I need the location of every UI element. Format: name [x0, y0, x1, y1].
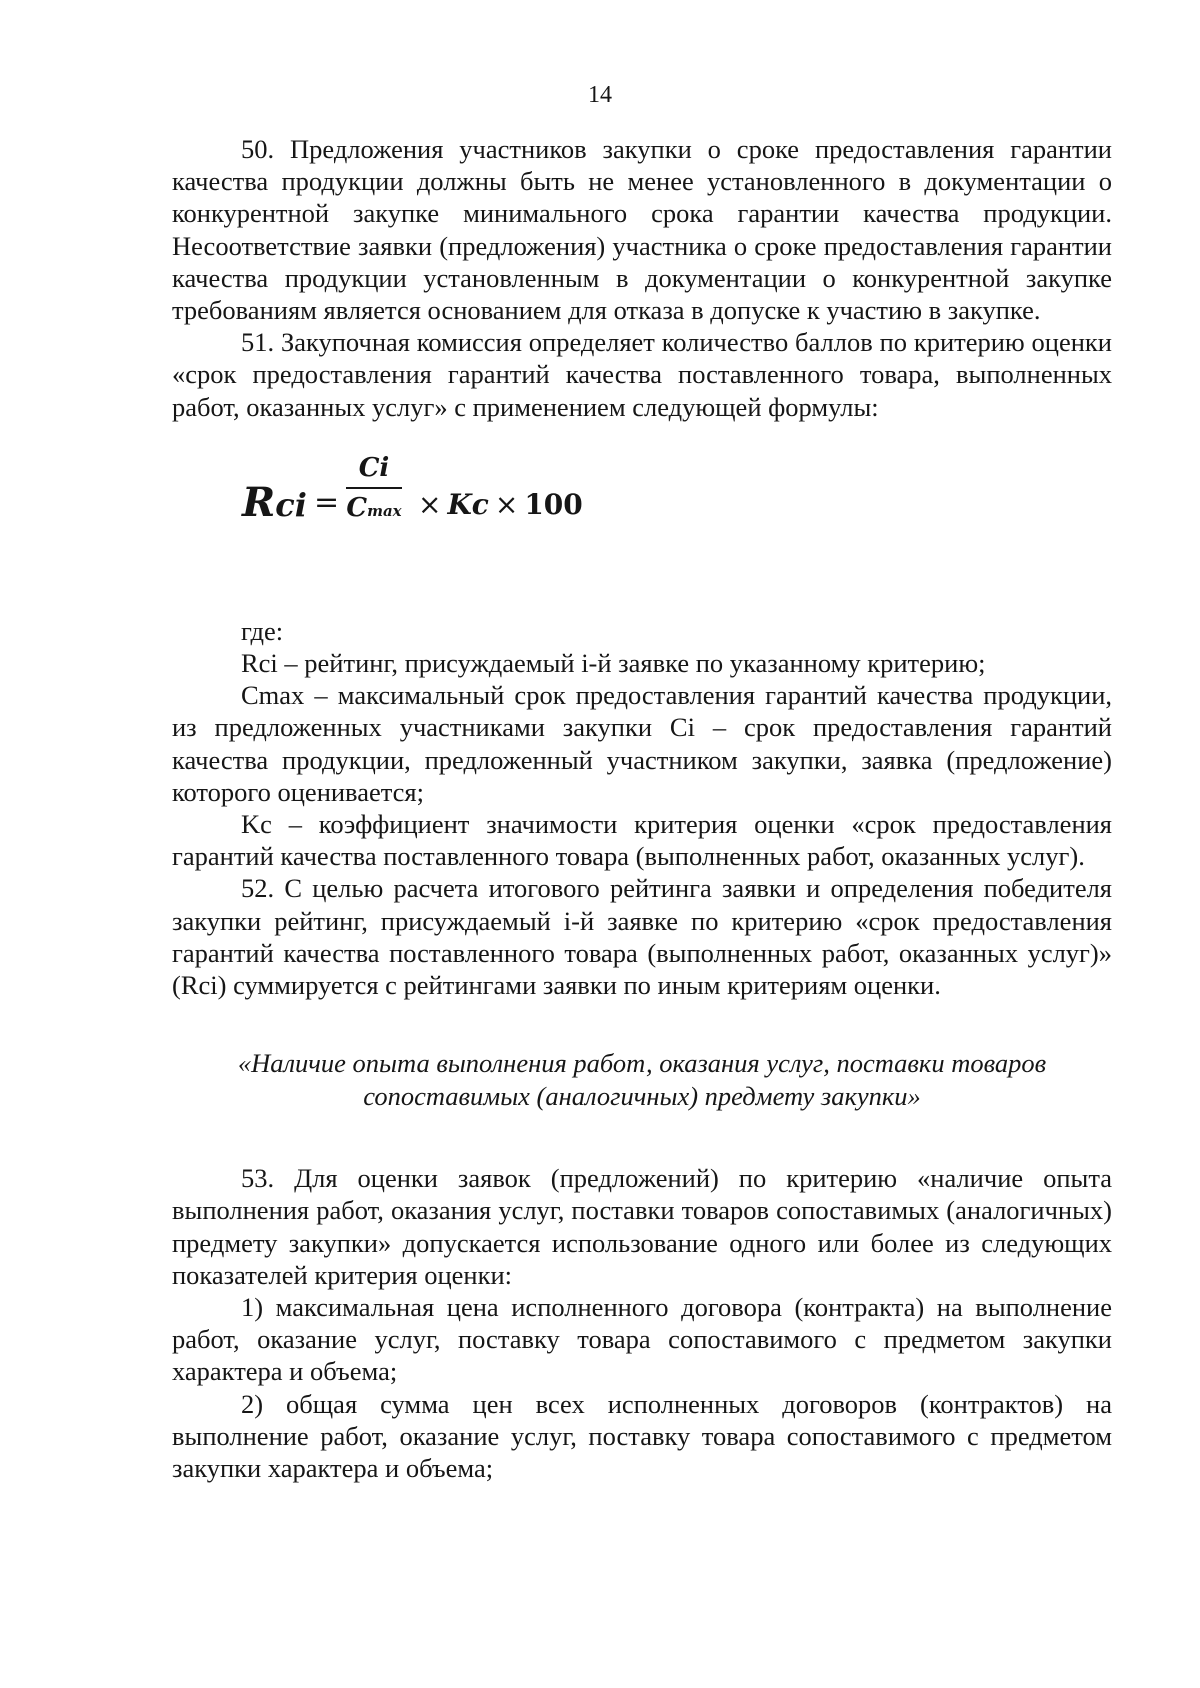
formula-lhs-main: R	[242, 478, 276, 526]
formula-denominator-sub: max	[367, 501, 402, 520]
formula-equals: =	[314, 484, 340, 520]
paragraph-50: 50. Предложения участников закупки о сроке предоставления гарантии качества продукции должны быть не менее установленного в документации о конкурентной закупке минимального срока гарантии качества продукции. Несоответствие заявки (предложения) участника о сроке предоставления гарантии качества продукции установленным в документации о конкурентной закупке требованиям является основанием для отказа в допуске к участию в закупке.	[172, 134, 1112, 326]
definition-rci: Rci – рейтинг, присуждаемый i-й заявке по указанному критерию;	[241, 648, 986, 679]
paragraph-51: 51. Закупочная комиссия определяет количество баллов по критерию оценки «срок предоставления гарантий качества поставленного товара, выполненных работ, оказанных услуг» с применением следующей формулы:	[172, 327, 1112, 422]
definition-kc: Kc – коэффициент значимости критерия оценки «срок предоставления гарантий качества поставленного товара (выполненных работ, оказанных услуг).	[172, 809, 1112, 872]
formula-lhs-sub: ci	[275, 485, 307, 524]
formula-denominator-main: C	[346, 492, 368, 523]
page-number: 14	[588, 82, 612, 108]
formula-multipliers	[412, 485, 583, 525]
formula-lhs	[242, 479, 307, 529]
fraction-bar	[346, 487, 402, 489]
section-heading	[172, 1047, 1112, 1112]
formula-numerator: Ci	[358, 452, 390, 483]
formula-coef: Kc	[447, 487, 489, 521]
rating-formula	[172, 439, 1112, 573]
list-item-1: 1) максимальная цена исполненного договора (контракта) на выполнение работ, оказание услуг, поставку товара сопоставимого с предметом закупки характера и объема;	[172, 1292, 1112, 1387]
formula-fraction	[344, 451, 404, 527]
formula-denominator	[344, 492, 404, 527]
paragraph-53: 53. Для оценки заявок (предложений) по критерию «наличие опыта выполнения работ, оказания услуг, поставки товаров сопоставимых (аналогичных) предмету закупки» допускается использование одного или более из следующих показателей критерия оценки:	[172, 1163, 1112, 1290]
where-label: где:	[241, 615, 284, 646]
section-heading-line-2: сопоставимых (аналогичных) предмету закупки»	[363, 1080, 921, 1111]
paragraph-52: 52. С целью расчета итогового рейтинга заявки и определения победителя закупки рейтинг, присуждаемый i-й заявке по критерию «срок предоставления гарантий качества поставленного товара (выполненных работ, оказанных услуг)» (Rci) суммируется с рейтингами заявки по иным критериям оценки.	[172, 873, 1112, 1001]
document-body	[172, 133, 1112, 1484]
definition-cmax: Cmax – максимальный срок предоставления гарантий качества продукции, из предложенных участниками закупки Ci – срок предоставления гарантий качества продукции, предложенный участником закупки, заявка (предложение) которого оценивается;	[172, 680, 1112, 807]
formula-times-2: ×	[494, 487, 519, 521]
formula-times-1: ×	[418, 487, 442, 521]
section-heading-line-1: «Наличие опыта выполнения работ, оказания услуг, поставки товаров	[237, 1048, 1047, 1079]
list-item-2: 2) общая сумма цен всех исполненных договоров (контрактов) на выполнение работ, оказание услуг, поставку товара сопоставимого с предметом закупки характера и объема;	[172, 1388, 1112, 1484]
formula-multiplier: 100	[524, 487, 583, 521]
